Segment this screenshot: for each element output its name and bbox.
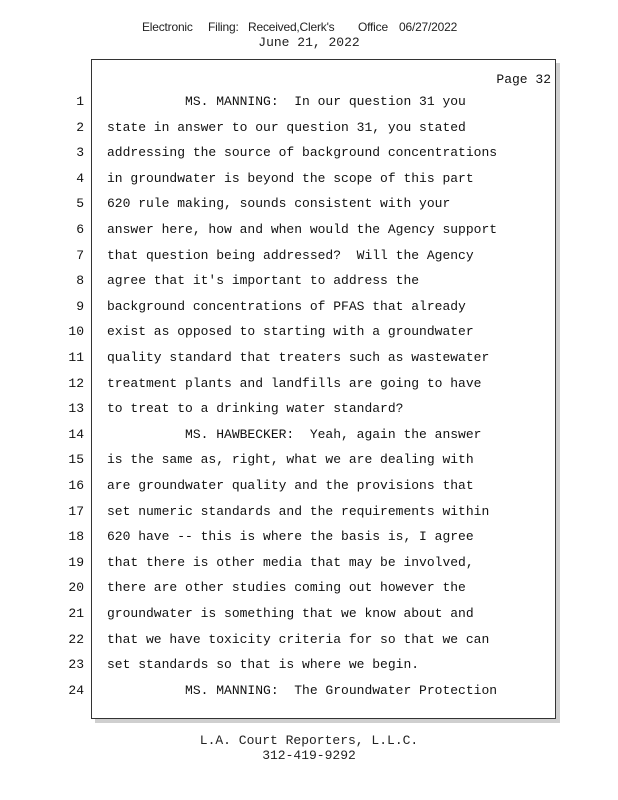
line-text: are groundwater quality and the provisions that — [107, 478, 474, 493]
line-number: 24 — [68, 682, 84, 698]
line-text: quality standard that treaters such as wastewater — [107, 350, 490, 365]
line-text: that question being addressed? Will the Agency — [107, 247, 474, 263]
line-text: to treat to a drinking water standard? — [107, 401, 404, 417]
line-text: that we have toxicity criteria for so that we can — [107, 631, 490, 647]
transcript-line — [0, 322, 618, 342]
line-text: 620 rule making, sounds consistent with your — [107, 196, 451, 212]
line-text: is the same as, right, what we are dealing with — [107, 452, 474, 468]
line-number: 8 — [76, 273, 84, 289]
transcript-line — [0, 630, 618, 650]
line-number: 14 — [68, 426, 84, 442]
transcript-line — [0, 578, 618, 598]
line-number: 9 — [76, 298, 84, 314]
line-number: 5 — [76, 196, 84, 212]
transcript-line — [0, 220, 618, 240]
line-number: 6 — [76, 222, 84, 237]
line-number: 19 — [68, 554, 84, 570]
transcript-line — [0, 194, 618, 214]
transcript-line — [0, 271, 618, 291]
line-text: groundwater is something that we know about and — [107, 606, 474, 621]
transcript-line — [0, 348, 618, 368]
line-text: MS. MANNING: In our question 31 you — [107, 94, 466, 109]
transcript-line — [0, 143, 618, 163]
transcript-line — [0, 425, 618, 445]
transcript-line — [0, 553, 618, 573]
line-text: there are other studies coming out however the — [107, 580, 466, 596]
transcript-line — [0, 246, 618, 266]
line-text: addressing the source of background concentrations — [107, 145, 498, 161]
reporter-company: L.A. Court Reporters, L.L.C. — [199, 733, 419, 748]
transcript-line — [0, 297, 618, 317]
line-number: 16 — [68, 478, 84, 493]
line-number: 13 — [68, 401, 84, 417]
transcript-line — [0, 655, 618, 675]
line-number: 18 — [68, 529, 84, 545]
line-text: set standards so that is where we begin. — [107, 657, 420, 673]
stamp-received: Received,Clerk's — [248, 20, 335, 34]
line-text: agree that it's important to address the — [107, 273, 420, 289]
reporter-phone: 312-419-9292 — [262, 748, 356, 763]
transcript-line — [0, 118, 618, 138]
transcript-line — [0, 374, 618, 394]
stamp-office: Office — [358, 20, 388, 34]
line-text: exist as opposed to starting with a groundwater — [107, 324, 474, 340]
line-text: set numeric standards and the requirements within — [107, 503, 490, 519]
hearing-date: June 21, 2022 — [258, 35, 360, 50]
line-text: MS. HAWBECKER: Yeah, again the answer — [107, 426, 482, 442]
line-text: 620 have -- this is where the basis is, I agree — [107, 529, 474, 545]
line-number: 4 — [76, 170, 84, 186]
line-number: 17 — [68, 503, 84, 519]
transcript-line — [0, 604, 618, 624]
line-number: 11 — [68, 350, 84, 365]
line-number: 23 — [68, 657, 84, 673]
page-number: Page 32 — [496, 72, 551, 87]
line-number: 20 — [68, 580, 84, 596]
stamp-filing: Filing: — [208, 20, 239, 34]
stamp-electronic: Electronic — [142, 20, 193, 34]
transcript-line — [0, 502, 618, 522]
transcript-line — [0, 527, 618, 547]
transcript-line — [0, 92, 618, 112]
line-number: 21 — [68, 606, 84, 621]
transcript-line — [0, 681, 618, 701]
line-text: in groundwater is beyond the scope of this part — [107, 170, 474, 186]
transcript-line — [0, 450, 618, 470]
line-number: 12 — [68, 375, 84, 391]
line-number: 10 — [68, 324, 84, 340]
line-text: MS. MANNING: The Groundwater Protection — [107, 682, 498, 698]
line-text: background concentrations of PFAS that already — [107, 298, 466, 314]
line-text: answer here, how and when would the Agency support — [107, 222, 498, 237]
transcript-line — [0, 476, 618, 496]
line-number: 7 — [76, 247, 84, 263]
line-text: treatment plants and landfills are going to have — [107, 375, 482, 391]
stamp-date: 06/27/2022 — [399, 20, 458, 34]
line-number: 1 — [76, 94, 84, 109]
line-number: 15 — [68, 452, 84, 468]
line-text: state in answer to our question 31, you stated — [107, 119, 466, 135]
transcript-line — [0, 169, 618, 189]
transcript-line — [0, 399, 618, 419]
line-number: 2 — [76, 119, 84, 135]
line-number: 3 — [76, 145, 84, 161]
line-text: that there is other media that may be involved, — [107, 554, 474, 570]
line-number: 22 — [68, 631, 84, 647]
